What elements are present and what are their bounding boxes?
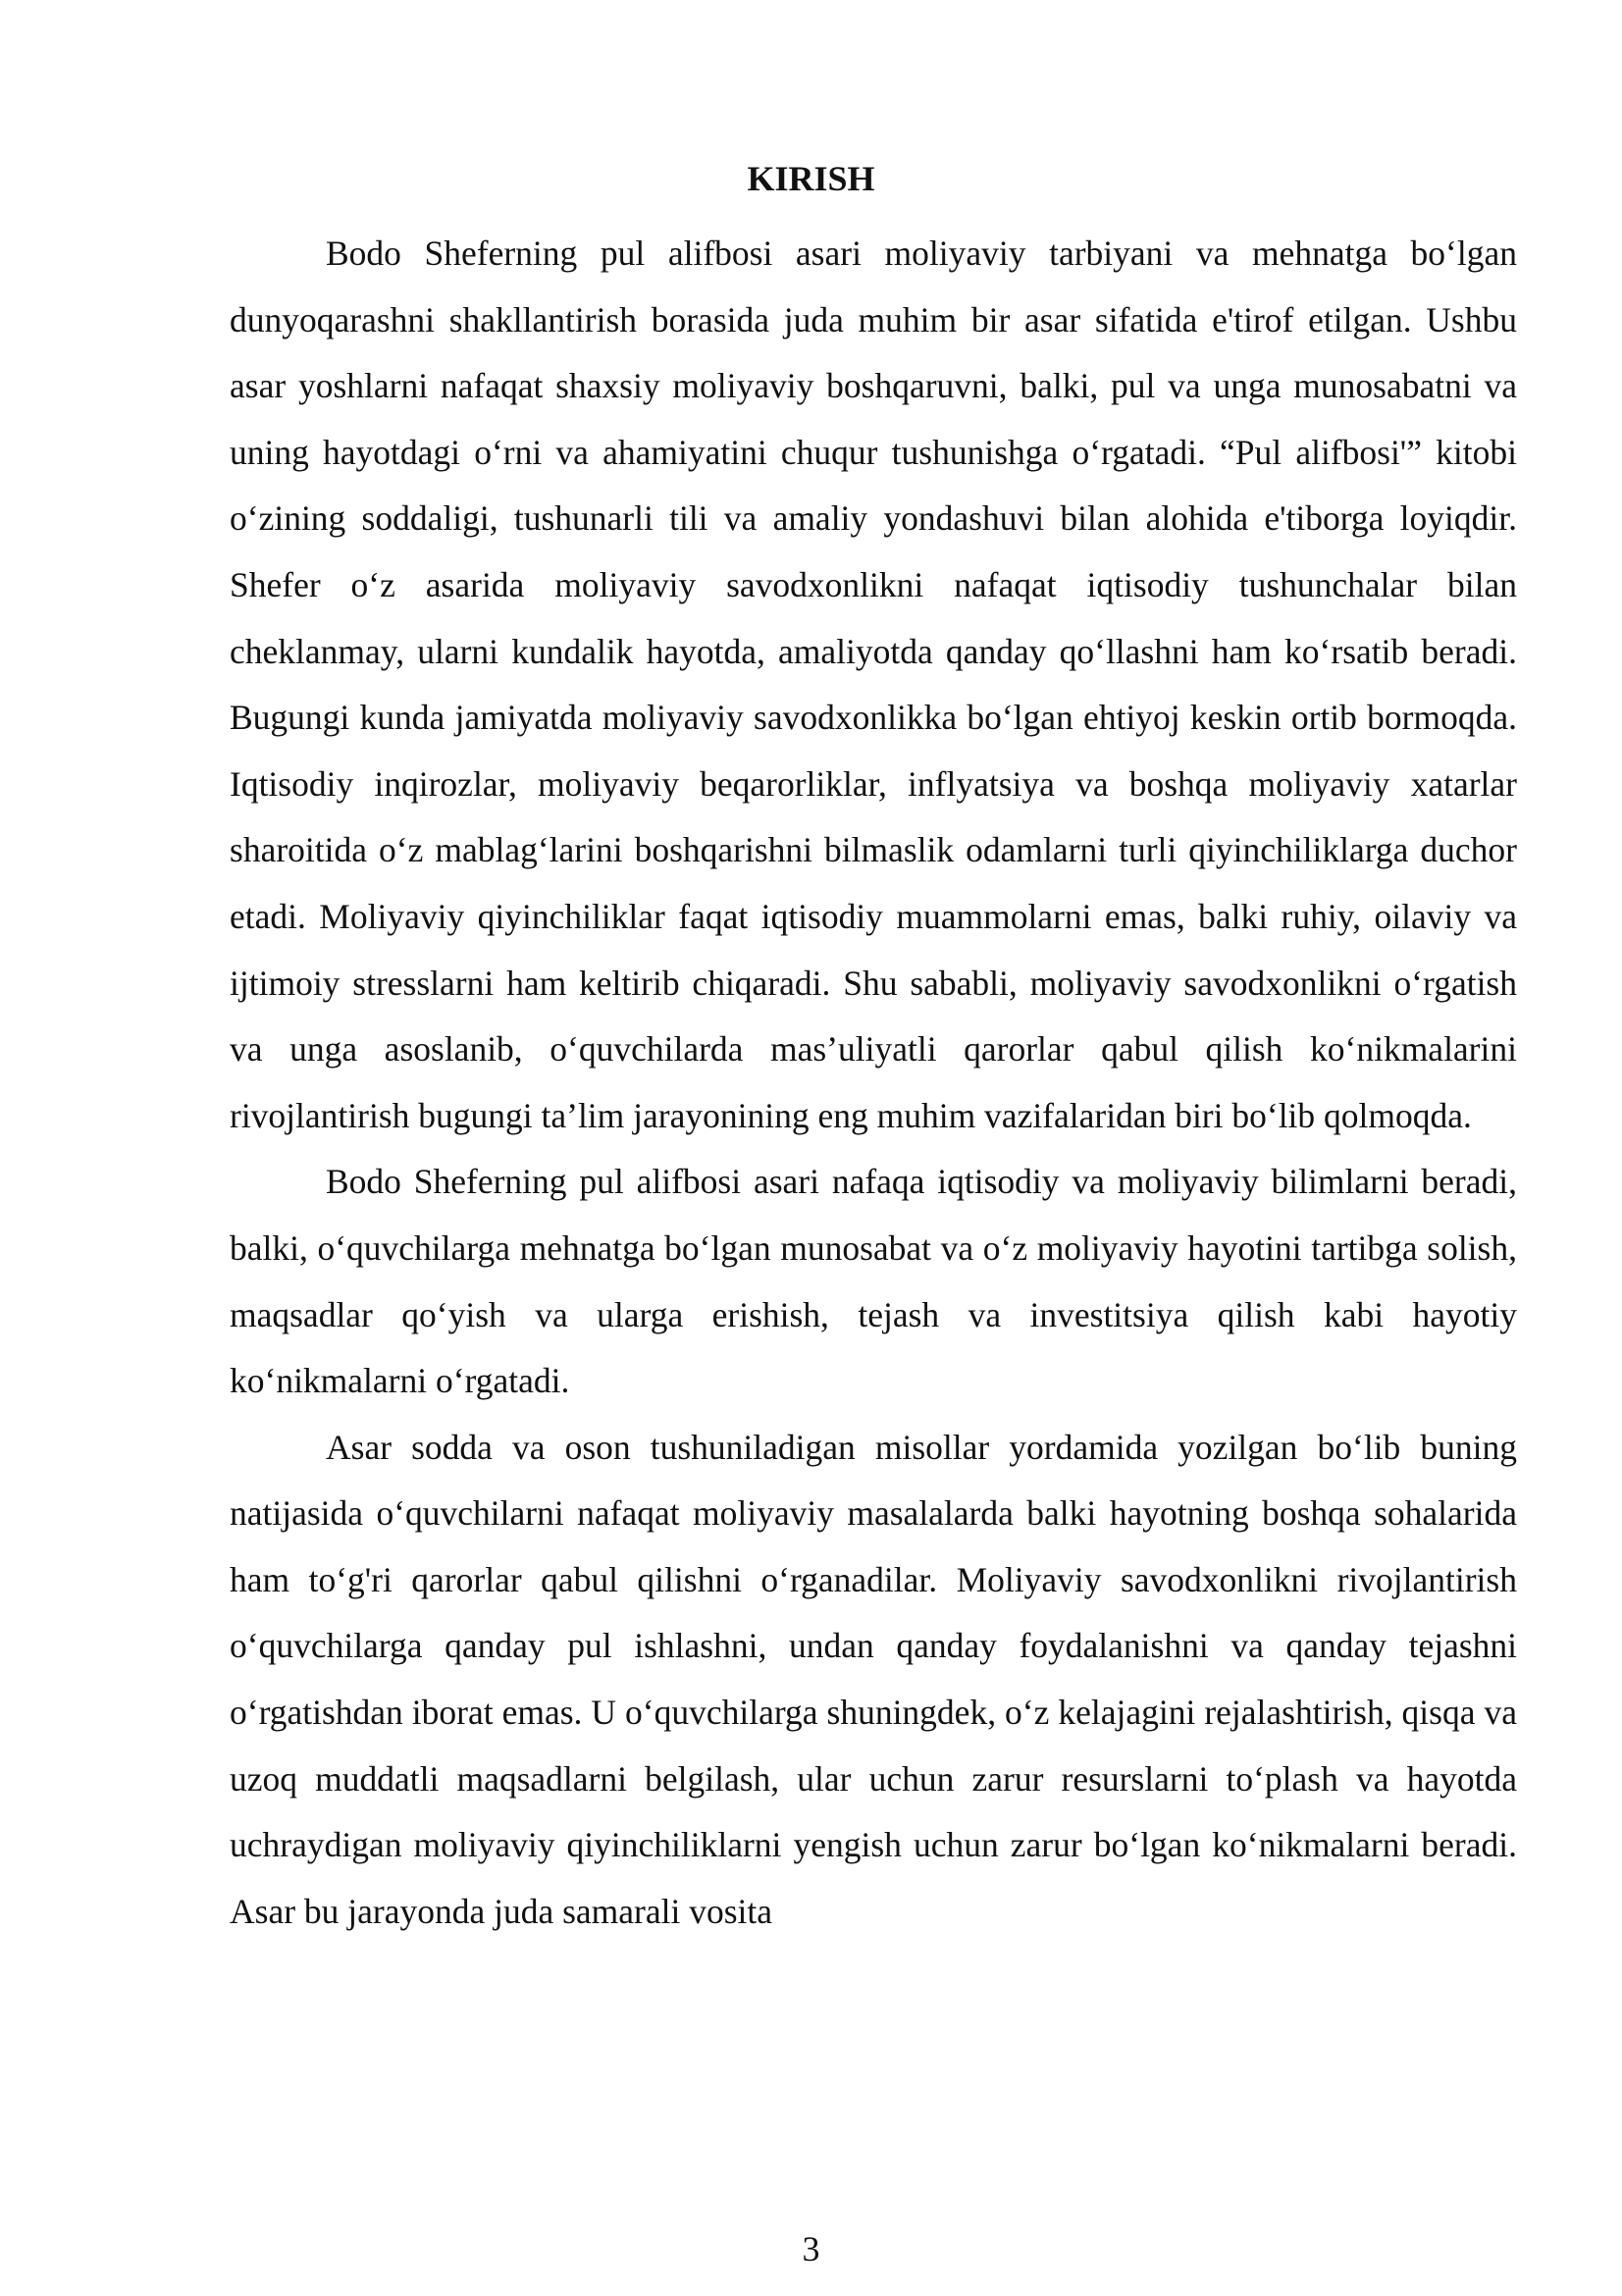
page-heading: KIRISH bbox=[747, 159, 875, 198]
body-text bbox=[230, 221, 1517, 1945]
paragraph-2: Bodo Sheferning pul alifbosi asari nafaqa iqtisodiy va moliyaviy bilimlarni beradi, balki, o‘quvchilarga mehnatga bo‘lgan munosabat va o‘z moliyaviy hayotini tartibga solish, maqsadlar qo‘yish va ularga erishish, tejash va investitsiya qilish kabi hayotiy ko‘nikmalarni o‘rgatadi. bbox=[230, 1162, 1517, 1401]
paragraph-1: Bodo Sheferning pul alifbosi asari moliyaviy tarbiyani va mehnatga bo‘lgan dunyoqarashni shakllantirish borasida juda muhim bir asar sifatida e'tirof etilgan. Ushbu asar yoshlarni nafaqat shaxsiy moliyaviy boshqaruvni, balki, pul va unga munosabatni va uning hayotdagi o‘rni va ahamiyatini chuqur tushunishga o‘rgatadi. “Pul alifbosi'” kitobi o‘zining soddaligi, tushunarli tili va amaliy yondashuvi bilan alohida e'tiborga loyiqdir. Shefer o‘z asarida moliyaviy savodxonlikni nafaqat iqtisodiy tushunchalar bilan cheklanmay, ularni kundalik hayotda, amaliyotda qanday qo‘llashni ham ko‘rsatib beradi. Bugungi kunda jamiyatda moliyaviy savodxonlikka bo‘lgan ehtiyoj keskin ortib bormoqda. Iqtisodiy inqirozlar, moliyaviy beqarorliklar, inflyatsiya va boshqa moliyaviy xatarlar sharoitida o‘z mablag‘larini boshqarishni bilmaslik odamlarni turli qiyinchiliklarga duchor etadi. Moliyaviy qiyinchiliklar faqat iqtisodiy muammolarni emas, balki ruhiy, oilaviy va ijtimoiy stresslarni ham keltirib chiqaradi. Shu sababli, moliyaviy savodxonlikni o‘rgatish va unga asoslanib, o‘quvchilarda mas’uliyatli qarorlar qabul qilish ko‘nikmalarini rivojlantirish bugungi ta’lim jarayonining eng muhim vazifalaridan biri bo‘lib qolmoqda. bbox=[230, 234, 1517, 1135]
paragraph-3: Asar sodda va oson tushuniladigan misollar yordamida yozilgan bo‘lib buning natijasida o‘quvchilarni nafaqat moliyaviy masalalarda balki hayotning boshqa sohalarida ham to‘g'ri qarorlar qabul qilishni o‘rganadilar. Moliyaviy savodxonlikni rivojlantirish o‘quvchilarga qanday pul ishlashni, undan qanday foydalanishni va qanday tejashni o‘rgatishdan iborat emas. U o‘quvchilarga shuningdek, o‘z kelajagini rejalashtirish, qisqa va uzoq muddatli maqsadlarni belgilash, ular uchun zarur resurslarni to‘plash va hayotda uchraydigan moliyaviy qiyinchiliklarni yengish uchun zarur bo‘lgan ko‘nikmalarni beradi. Asar bu jarayonda juda samarali vosita bbox=[230, 1427, 1517, 1931]
page-number: 3 bbox=[802, 2229, 820, 2269]
